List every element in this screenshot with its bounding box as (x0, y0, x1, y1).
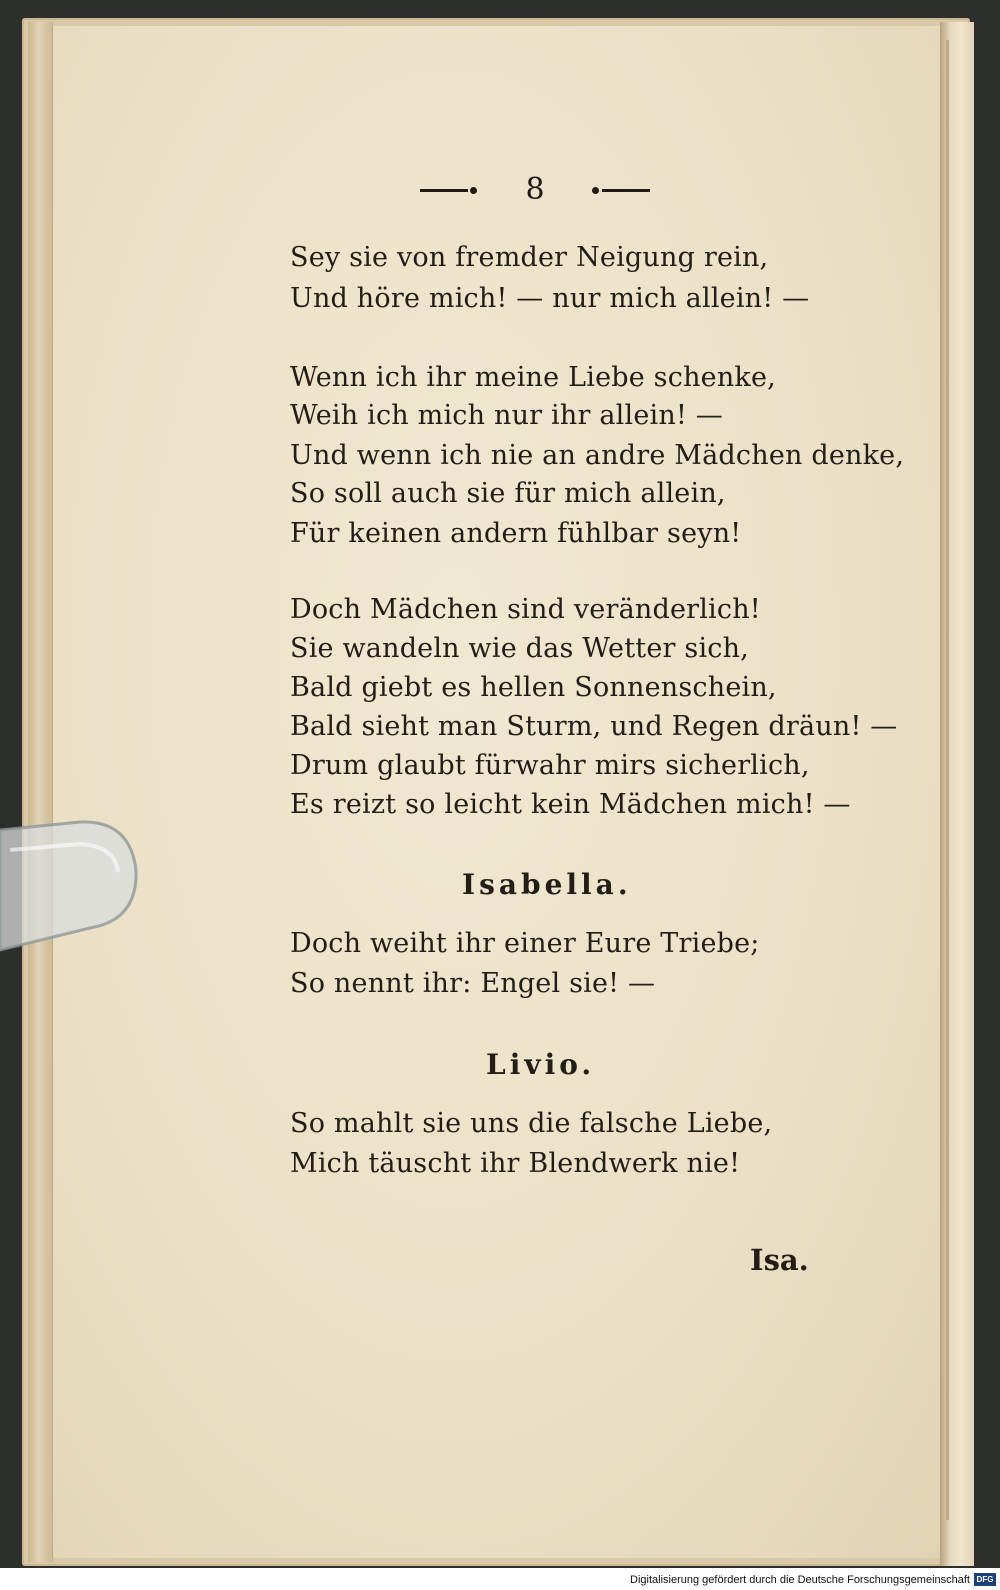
verse-line: Doch weiht ihr einer Eure Triebe; (290, 928, 760, 959)
verse-line: Es reizt so leicht kein Mädchen mich! — (290, 789, 851, 820)
verse-line: Drum glaubt fürwahr mirs sicherlich, (290, 750, 810, 781)
verse-line: Doch Mädchen sind veränderlich! (290, 594, 761, 625)
page-header (420, 170, 650, 210)
page-clip-icon (0, 800, 140, 960)
speaker-name: Livio. (486, 1048, 596, 1081)
verse-line: Bald sieht man Sturm, und Regen dräun! — (290, 711, 898, 742)
verse-line: Bald giebt es hellen Sonnenschein, (290, 672, 777, 703)
verse-line: Für keinen andern fühlbar seyn! (290, 518, 742, 549)
verse-line: So soll auch sie für mich allein, (290, 478, 726, 509)
verse-line: Weih ich mich nur ihr allein! — (290, 400, 723, 431)
dfg-logo-icon: DFG (974, 1573, 996, 1586)
verse-line: So nennt ihr: Engel sie! — (290, 968, 656, 999)
speaker-name: Isabella. (462, 868, 632, 901)
gutter-line (946, 40, 949, 1520)
verse-line: Sey sie von fremder Neigung rein, (290, 242, 769, 273)
page-edge (28, 22, 54, 1562)
verse-line: Und höre mich! — nur mich allein! — (290, 283, 810, 314)
verse-line: Sie wandeln wie das Wetter sich, (290, 633, 749, 664)
ornament-right-icon (588, 187, 650, 193)
verse-line: Mich täuscht ihr Blendwerk nie! (290, 1148, 741, 1179)
verse-line: Und wenn ich nie an andre Mädchen denke, (290, 440, 905, 471)
catchword: Isa. (750, 1243, 809, 1277)
verse-line: Wenn ich ihr meine Liebe schenke, (290, 362, 776, 393)
verse-line: So mahlt sie uns die falsche Liebe, (290, 1108, 773, 1139)
page-number: 8 (525, 172, 545, 207)
digitization-credit: Digitalisierung gefördert durch die Deutsche Forschungsgemeinschaft (630, 1574, 970, 1586)
